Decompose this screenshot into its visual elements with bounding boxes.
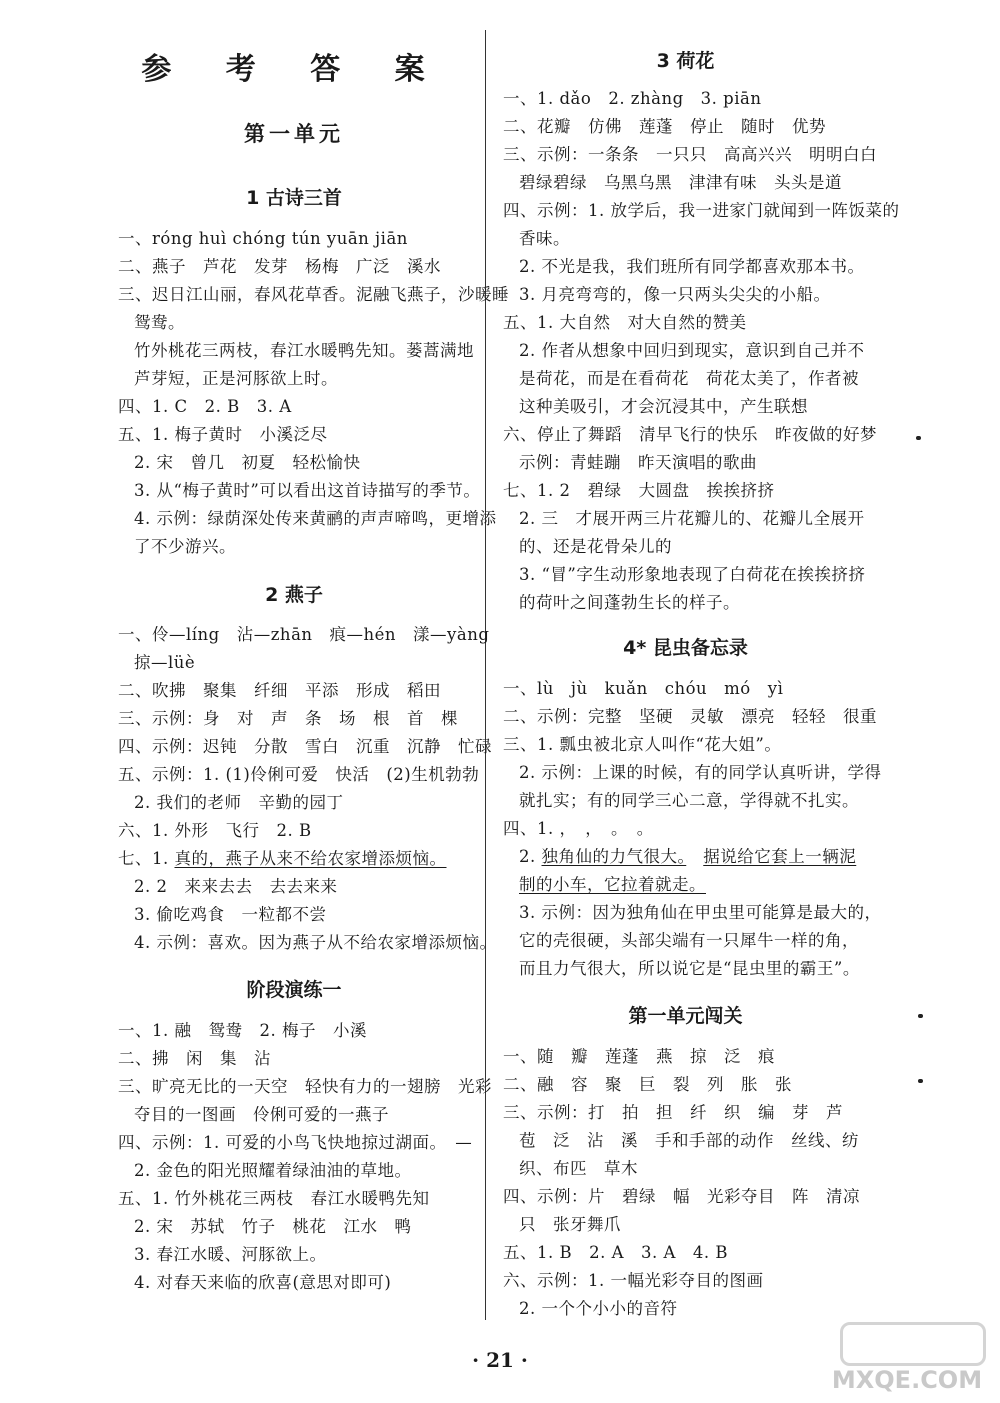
print-speck bbox=[918, 1079, 923, 1083]
answer-line: 二、拂 闲 集 沾 bbox=[118, 1049, 271, 1068]
answer-line: 三、旷亮无比的一天空 轻快有力的一翅膀 光彩 bbox=[118, 1077, 492, 1096]
answer-line: 一、1. 融 鸳鸯 2. 梅子 小溪 bbox=[118, 1021, 367, 1040]
answer-line: 五、示例：1. (1)伶俐可爱 快活 (2)生机勃勃 bbox=[118, 765, 480, 784]
answer-line: 2. 一个个小小的音符 bbox=[519, 1299, 678, 1318]
answer-line: 五、1. 竹外桃花三两枝 春江水暖鸭先知 bbox=[118, 1189, 430, 1208]
watermark bbox=[822, 1322, 992, 1394]
answer-line: 碧绿碧绿 乌黑乌黑 津津有味 头头是道 bbox=[519, 173, 842, 192]
answer-line: 2. 宋 苏轼 竹子 桃花 江水 鸭 bbox=[134, 1217, 412, 1236]
answer-line: 4. 示例：喜欢。因为燕子从不给农家增添烦恼。 bbox=[134, 933, 497, 952]
answer-line: 四、1. ， ， 。 。 bbox=[503, 819, 654, 838]
answer-line: 二、示例：完整 坚硬 灵敏 漂亮 轻轻 很重 bbox=[503, 707, 877, 726]
answer-line: 苞 泛 沾 溪 手和手部的动作 丝线、纺 bbox=[519, 1131, 859, 1150]
answer-line: 3. 春江水暖、河豚欲上。 bbox=[134, 1245, 327, 1264]
answer-line: 三、示例：一条条 一只只 高高兴兴 明明白白 bbox=[503, 145, 877, 164]
answer-line: 它的壳很硬，头部尖端有一只犀牛一样的角， bbox=[519, 931, 859, 950]
watermark-text: MXQE.COM bbox=[831, 1366, 983, 1394]
answer-line: 竹外桃花三两枝，春江水暖鸭先知。蒌蒿满地 bbox=[134, 341, 474, 360]
answer-prefix: 2. bbox=[519, 847, 542, 866]
answer-line: 3. 偷吃鸡食 一粒都不尝 bbox=[134, 905, 327, 924]
answer-line: 四、示例：迟钝 分散 雪白 沉重 沉静 忙碌 bbox=[118, 737, 492, 756]
answer-line: 2. 宋 曾几 初夏 轻松愉快 bbox=[134, 453, 361, 472]
answer-line: 三、示例：打 拍 担 纤 织 编 芽 芦 bbox=[503, 1103, 843, 1122]
answer-line: 四、示例：1. 放学后，我一进家门就闻到一阵饭菜的 bbox=[503, 201, 900, 220]
answer-line: 二、融 容 聚 巨 裂 列 胀 张 bbox=[503, 1075, 792, 1094]
answer-line: 芦芽短，正是河豚欲上时。 bbox=[134, 369, 338, 388]
answer-line: 4. 示例：绿荫深处传来黄鹂的声声啼鸣，更增添 bbox=[134, 509, 497, 528]
answer-line: 四、示例：1. 可爱的小鸟飞快地掠过湖面。 — bbox=[118, 1133, 473, 1152]
answer-line: 示例：青蛙蹦 昨天演唱的歌曲 bbox=[519, 453, 757, 472]
print-speck bbox=[918, 1014, 923, 1018]
answer-line: 3. “冒”字生动形象地表现了白荷花在挨挨挤挤 bbox=[519, 565, 866, 584]
answer-line: 一、随 瓣 莲蓬 燕 掠 泛 痕 bbox=[503, 1047, 775, 1066]
answer-line bbox=[519, 875, 706, 895]
answer-prefix: 七、1. bbox=[118, 849, 175, 868]
answer-line: 二、燕子 芦花 发芽 杨梅 广泛 溪水 bbox=[118, 257, 441, 276]
answer-line: 一、lù jù kuǎn chóu mó yì bbox=[503, 679, 784, 698]
answer-line: 二、吹拂 聚集 纤细 平添 形成 稻田 bbox=[118, 681, 441, 700]
section-heading: 4* 昆虫备忘录 bbox=[623, 637, 748, 659]
answer-line: 只 张牙舞爪 bbox=[519, 1215, 621, 1234]
answer-line: 五、1. 大自然 对大自然的赞美 bbox=[503, 313, 747, 332]
answer-line bbox=[519, 847, 856, 867]
answer-line: 七、1. 2 碧绿 大圆盘 挨挨挤挤 bbox=[503, 481, 775, 500]
answer-line: 一、1. dǎo 2. zhàng 3. piān bbox=[503, 89, 762, 108]
underlined-answer: 独角仙的力气很大。 bbox=[541, 847, 687, 866]
column-divider bbox=[485, 30, 486, 1320]
section-heading: 第一单元闯关 bbox=[628, 1005, 743, 1027]
answer-line: 三、示例：身 对 声 条 场 根 首 棵 bbox=[118, 709, 458, 728]
answer-line: 的荷叶之间蓬勃生长的样子。 bbox=[519, 593, 740, 612]
answer-line: 2. 2 来来去去 去去来来 bbox=[134, 877, 338, 896]
answer-line: 3. 月亮弯弯的，像一只两头尖尖的小船。 bbox=[519, 285, 831, 304]
section-heading: 3 荷花 bbox=[656, 50, 715, 72]
underlined-answer: 制的小车，它拉着就走。 bbox=[519, 875, 706, 894]
answer-line: 六、1. 外形 飞行 2. B bbox=[118, 821, 312, 840]
section-heading: 1 古诗三首 bbox=[246, 187, 342, 209]
answer-line: 香味。 bbox=[519, 229, 570, 248]
answer-line: 是荷花，而是在看荷花 荷花太美了，作者被 bbox=[519, 369, 859, 388]
answer-line: 2. 我们的老师 辛勤的园丁 bbox=[134, 793, 344, 812]
answer-line: 二、花瓣 仿佛 莲蓬 停止 随时 优势 bbox=[503, 117, 826, 136]
section-heading: 2 燕子 bbox=[265, 584, 323, 606]
answer-line: 而且力气很大，所以说它是“昆虫里的霸王”。 bbox=[519, 959, 860, 978]
underlined-answer: 真的，燕子从来不给农家增添烦恼。 bbox=[174, 849, 447, 868]
answer-line bbox=[118, 849, 447, 869]
print-speck bbox=[916, 436, 921, 440]
answer-line: 一、róng huì chóng tún yuān jiān bbox=[118, 229, 408, 248]
answer-line: 四、示例：片 碧绿 幅 光彩夺目 阵 清凉 bbox=[503, 1187, 860, 1206]
section-heading: 阶段演练一 bbox=[246, 979, 342, 1001]
answer-line: 五、1. B 2. A 3. A 4. B bbox=[503, 1243, 729, 1262]
answer-line: 织、布匹 草木 bbox=[519, 1159, 638, 1178]
underlined-answer: 据说给它套上一辆泥 bbox=[703, 847, 857, 866]
answer-line: 了不少游兴。 bbox=[134, 537, 236, 556]
answer-line: 2. 金色的阳光照耀着绿油油的草地。 bbox=[134, 1161, 412, 1180]
answer-line: 鸳鸯。 bbox=[134, 313, 185, 332]
answer-line: 3. 从“梅子黄时”可以看出这首诗描写的季节。 bbox=[134, 481, 481, 500]
answer-line: 四、1. C 2. B 3. A bbox=[118, 397, 292, 416]
answer-line: 三、1. 瓢虫被北京人叫作“花大姐”。 bbox=[503, 735, 782, 754]
page-number: · 21 · bbox=[472, 1348, 528, 1372]
answer-line: 掠—lüè bbox=[134, 653, 196, 672]
answer-line: 五、1. 梅子黄时 小溪泛尽 bbox=[118, 425, 328, 444]
page-title: 参 考 答 案 bbox=[141, 52, 447, 87]
unit-heading: 第一单元 bbox=[244, 121, 344, 146]
answer-line: 夺目的一图画 伶俐可爱的一燕子 bbox=[134, 1105, 389, 1124]
answer-line: 三、迟日江山丽，春风花草香。泥融飞燕子，沙暖睡 bbox=[118, 285, 509, 304]
answer-line: 2. 三 才展开两三片花瓣儿的、花瓣儿全展开 bbox=[519, 509, 865, 528]
answer-line: 2. 不光是我，我们班所有同学都喜欢那本书。 bbox=[519, 257, 865, 276]
answer-line: 3. 示例：因为独角仙在甲虫里可能算是最大的， bbox=[519, 903, 882, 922]
answer-line: 六、示例：1. 一幅光彩夺目的图画 bbox=[503, 1271, 764, 1290]
answer-line: 六、停止了舞蹈 清早飞行的快乐 昨夜做的好梦 bbox=[503, 425, 877, 444]
watermark-logo-icon bbox=[840, 1322, 986, 1366]
answer-line: 2. 作者从想象中回归到现实，意识到自己并不 bbox=[519, 341, 865, 360]
answer-line: 一、伶—líng 沾—zhān 痕—hén 漾—yàng bbox=[118, 625, 490, 644]
answer-line: 就扎实；有的同学三心二意，学得就不扎实。 bbox=[519, 791, 859, 810]
answer-line: 4. 对春天来临的欣喜(意思对即可) bbox=[134, 1273, 392, 1292]
answer-line: 的、还是花骨朵儿的 bbox=[519, 537, 672, 556]
answer-line: 这种美吸引，才会沉浸其中，产生联想 bbox=[519, 397, 808, 416]
answer-line: 2. 示例：上课的时候，有的同学认真听讲，学得 bbox=[519, 763, 882, 782]
